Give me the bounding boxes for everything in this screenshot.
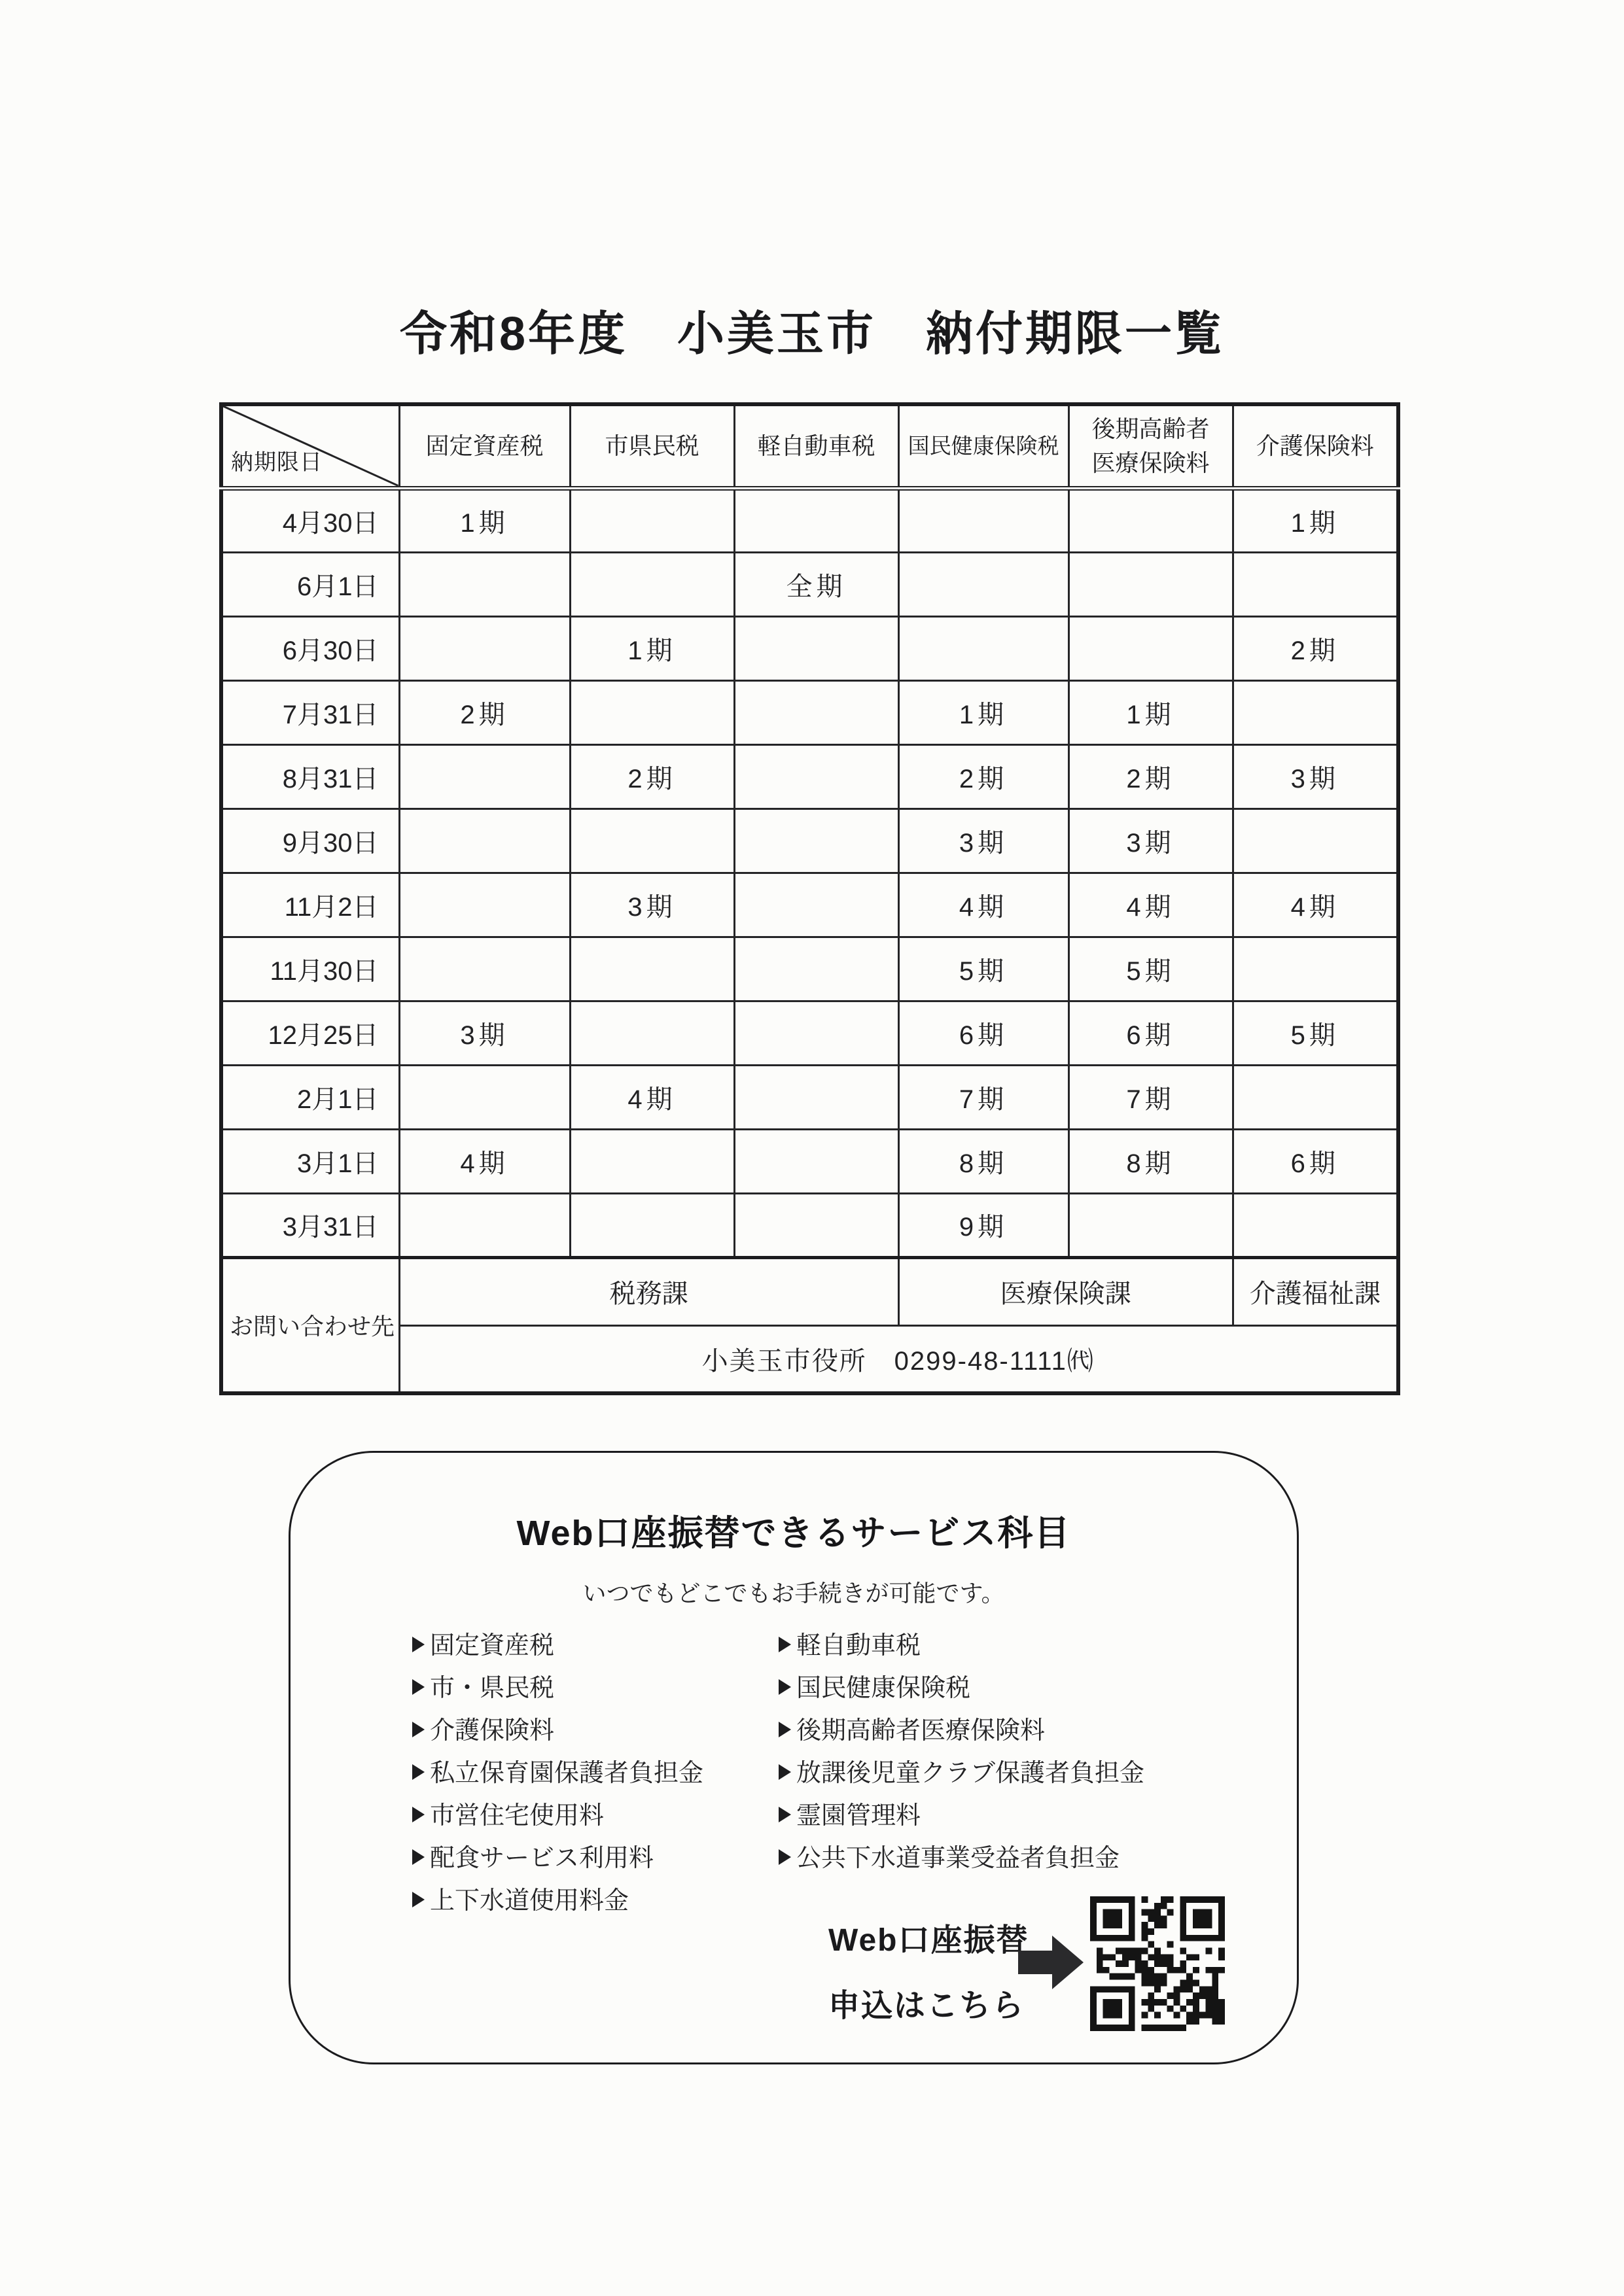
period-cell: 1期 <box>570 616 734 680</box>
period-cell: 4期 <box>1068 873 1233 937</box>
list-item <box>412 1622 779 1664</box>
period-cell <box>734 1065 898 1129</box>
right-triangle-bullet-icon <box>779 1807 791 1822</box>
table-row <box>221 616 1398 680</box>
col-header-light-vehicle-tax: 軽自動車税 <box>734 404 898 488</box>
web-apply-caption-line1: Web口座振替 <box>828 1922 1029 1958</box>
table-row <box>221 552 1398 616</box>
service-label: 私立保育園保護者負担金 <box>430 1760 704 1787</box>
service-label: 後期高齢者医療保険料 <box>796 1717 1046 1745</box>
contact-label: お問い合わせ先 <box>221 1257 399 1393</box>
period-cell <box>399 1065 570 1129</box>
service-label: 配食サービス利用料 <box>430 1845 654 1872</box>
period-cell: 7期 <box>898 1065 1068 1129</box>
period-cell <box>1233 1065 1398 1129</box>
period-cell <box>734 873 898 937</box>
period-cell <box>570 488 734 552</box>
web-apply-caption <box>828 1904 1029 2035</box>
col-header-late-elderly-medical <box>1068 404 1233 488</box>
period-cell <box>399 744 570 809</box>
table-row <box>221 1065 1398 1129</box>
period-cell: 2期 <box>399 680 570 744</box>
right-triangle-bullet-icon <box>412 1679 425 1695</box>
right-triangle-bullet-icon <box>412 1807 425 1822</box>
deadline-date: 6月30日 <box>221 616 399 680</box>
right-triangle-bullet-icon <box>779 1679 791 1695</box>
web-box-subtitle: いつでもどこでもお手続きが可能です。 <box>582 1580 1005 1607</box>
col-header-care-insurance: 介護保険料 <box>1233 404 1398 488</box>
period-cell: 6期 <box>898 1001 1068 1065</box>
deadline-date: 11月2日 <box>221 873 399 937</box>
service-label: 放課後児童クラブ保護者負担金 <box>796 1760 1145 1787</box>
city-hall-phone: 小美玉市役所 0299-48-1111㈹ <box>399 1325 1398 1393</box>
header-row <box>221 404 1398 488</box>
service-label: 公共下水道事業受益者負担金 <box>796 1845 1120 1872</box>
service-label: 固定資産税 <box>430 1632 555 1660</box>
right-triangle-bullet-icon <box>779 1722 791 1737</box>
period-cell: 2期 <box>1233 616 1398 680</box>
service-label: 軽自動車税 <box>796 1632 921 1660</box>
table-row <box>221 744 1398 809</box>
period-cell: 5期 <box>898 937 1068 1001</box>
period-cell <box>399 552 570 616</box>
period-cell <box>570 1193 734 1257</box>
corner-label: 納期限日 <box>231 450 323 476</box>
table-row <box>221 680 1398 744</box>
period-cell <box>1068 488 1233 552</box>
list-item <box>779 1792 1144 1834</box>
care-welfare-department-cell: 介護福祉課 <box>1233 1257 1398 1325</box>
late-elderly-line2: 医療保険料 <box>1091 449 1210 476</box>
period-cell <box>898 488 1068 552</box>
period-cell: 3期 <box>898 809 1068 873</box>
period-cell <box>734 744 898 809</box>
list-item <box>779 1664 1144 1707</box>
deadline-date: 6月1日 <box>221 552 399 616</box>
table-row <box>221 1193 1398 1257</box>
period-cell <box>898 616 1068 680</box>
period-cell: 1期 <box>1068 680 1233 744</box>
service-label: 国民健康保険税 <box>796 1675 971 1702</box>
period-cell: 3期 <box>570 873 734 937</box>
deadline-date: 8月31日 <box>221 744 399 809</box>
service-list-right <box>779 1622 1144 1919</box>
col-header-resident-tax: 市県民税 <box>570 404 734 488</box>
service-label: 霊園管理料 <box>796 1802 921 1830</box>
period-cell: 9期 <box>898 1193 1068 1257</box>
period-cell <box>570 809 734 873</box>
late-elderly-line1: 後期高齢者 <box>1091 415 1210 442</box>
period-cell <box>734 937 898 1001</box>
col-header-fixed-asset-tax: 固定資産税 <box>399 404 570 488</box>
period-cell <box>399 937 570 1001</box>
period-cell <box>734 809 898 873</box>
period-cell <box>399 1193 570 1257</box>
period-cell: 5期 <box>1068 937 1233 1001</box>
payment-deadline-table <box>219 402 1400 1395</box>
period-cell: 8期 <box>898 1129 1068 1193</box>
period-cell <box>898 552 1068 616</box>
deadline-date: 11月30日 <box>221 937 399 1001</box>
list-item <box>779 1622 1144 1664</box>
list-item <box>779 1834 1144 1877</box>
contact-departments-row <box>221 1257 1398 1325</box>
period-cell: 4期 <box>898 873 1068 937</box>
period-cell <box>570 552 734 616</box>
web-apply-caption-line2: 申込はこちら <box>828 1988 1025 2023</box>
period-cell <box>734 1129 898 1193</box>
period-cell <box>1233 1193 1398 1257</box>
deadline-date: 4月30日 <box>221 488 399 552</box>
right-triangle-bullet-icon <box>412 1637 425 1652</box>
period-cell <box>734 1193 898 1257</box>
list-item <box>412 1792 779 1834</box>
corner-cell <box>221 404 399 488</box>
table-row <box>221 937 1398 1001</box>
period-cell <box>570 680 734 744</box>
right-triangle-bullet-icon <box>412 1849 425 1865</box>
service-label: 市営住宅使用料 <box>430 1802 605 1830</box>
period-cell: 4期 <box>1233 873 1398 937</box>
list-item <box>412 1877 779 1919</box>
deadline-date: 2月1日 <box>221 1065 399 1129</box>
table-row <box>221 1001 1398 1065</box>
period-cell <box>1068 616 1233 680</box>
period-cell: 1期 <box>399 488 570 552</box>
period-cell: 4期 <box>399 1129 570 1193</box>
period-cell: 8期 <box>1068 1129 1233 1193</box>
period-cell: 5期 <box>1233 1001 1398 1065</box>
list-item <box>779 1707 1144 1749</box>
period-cell <box>734 1001 898 1065</box>
deadline-date: 3月1日 <box>221 1129 399 1193</box>
web-box-title: Web口座振替できるサービス科目 <box>516 1514 1071 1553</box>
period-cell: 全期 <box>734 552 898 616</box>
period-cell: 1期 <box>1233 488 1398 552</box>
period-cell <box>570 937 734 1001</box>
right-triangle-bullet-icon <box>779 1849 791 1865</box>
table-row <box>221 809 1398 873</box>
list-item <box>412 1834 779 1877</box>
period-cell <box>1233 809 1398 873</box>
table-row <box>221 873 1398 937</box>
list-item <box>779 1749 1144 1792</box>
right-triangle-bullet-icon <box>412 1892 425 1907</box>
period-cell: 6期 <box>1233 1129 1398 1193</box>
deadline-date: 7月31日 <box>221 680 399 744</box>
period-cell: 7期 <box>1068 1065 1233 1129</box>
web-direct-debit-box <box>289 1451 1299 2064</box>
deadline-date: 9月30日 <box>221 809 399 873</box>
list-item <box>412 1664 779 1707</box>
service-label: 市・県民税 <box>430 1675 555 1702</box>
period-cell <box>399 873 570 937</box>
period-cell: 3期 <box>1233 744 1398 809</box>
list-item <box>412 1749 779 1792</box>
period-cell <box>1068 1193 1233 1257</box>
right-triangle-bullet-icon <box>779 1637 791 1652</box>
list-item <box>412 1707 779 1749</box>
col-header-national-health-insurance-tax: 国民健康保険税 <box>898 404 1068 488</box>
period-cell: 2期 <box>570 744 734 809</box>
period-cell <box>734 680 898 744</box>
period-cell <box>1233 680 1398 744</box>
period-cell <box>399 616 570 680</box>
service-list-left <box>412 1622 779 1919</box>
medical-insurance-department-cell: 医療保険課 <box>898 1257 1233 1325</box>
period-cell <box>1233 552 1398 616</box>
period-cell: 1期 <box>898 680 1068 744</box>
deadline-date: 3月31日 <box>221 1193 399 1257</box>
period-cell: 6期 <box>1068 1001 1233 1065</box>
table-row <box>221 1129 1398 1193</box>
period-cell <box>734 488 898 552</box>
period-cell: 3期 <box>1068 809 1233 873</box>
table-row <box>221 488 1398 552</box>
period-cell: 2期 <box>898 744 1068 809</box>
period-cell <box>734 616 898 680</box>
period-cell <box>399 809 570 873</box>
period-cell: 2期 <box>1068 744 1233 809</box>
period-cell <box>570 1001 734 1065</box>
qr-code <box>1090 1896 1225 2031</box>
period-cell <box>1233 937 1398 1001</box>
service-label: 上下水道使用料金 <box>430 1887 629 1915</box>
period-cell: 4期 <box>570 1065 734 1129</box>
page-title: 令和8年度 小美玉市 納付期限一覧 <box>399 308 1225 361</box>
right-triangle-bullet-icon <box>779 1764 791 1780</box>
tax-department-cell: 税務課 <box>399 1257 898 1325</box>
period-cell <box>1068 552 1233 616</box>
right-arrow-icon <box>1018 1936 1084 1989</box>
right-triangle-bullet-icon <box>412 1764 425 1780</box>
service-label: 介護保険料 <box>430 1717 555 1745</box>
deadline-date: 12月25日 <box>221 1001 399 1065</box>
period-cell <box>570 1129 734 1193</box>
right-triangle-bullet-icon <box>412 1722 425 1737</box>
period-cell: 3期 <box>399 1001 570 1065</box>
